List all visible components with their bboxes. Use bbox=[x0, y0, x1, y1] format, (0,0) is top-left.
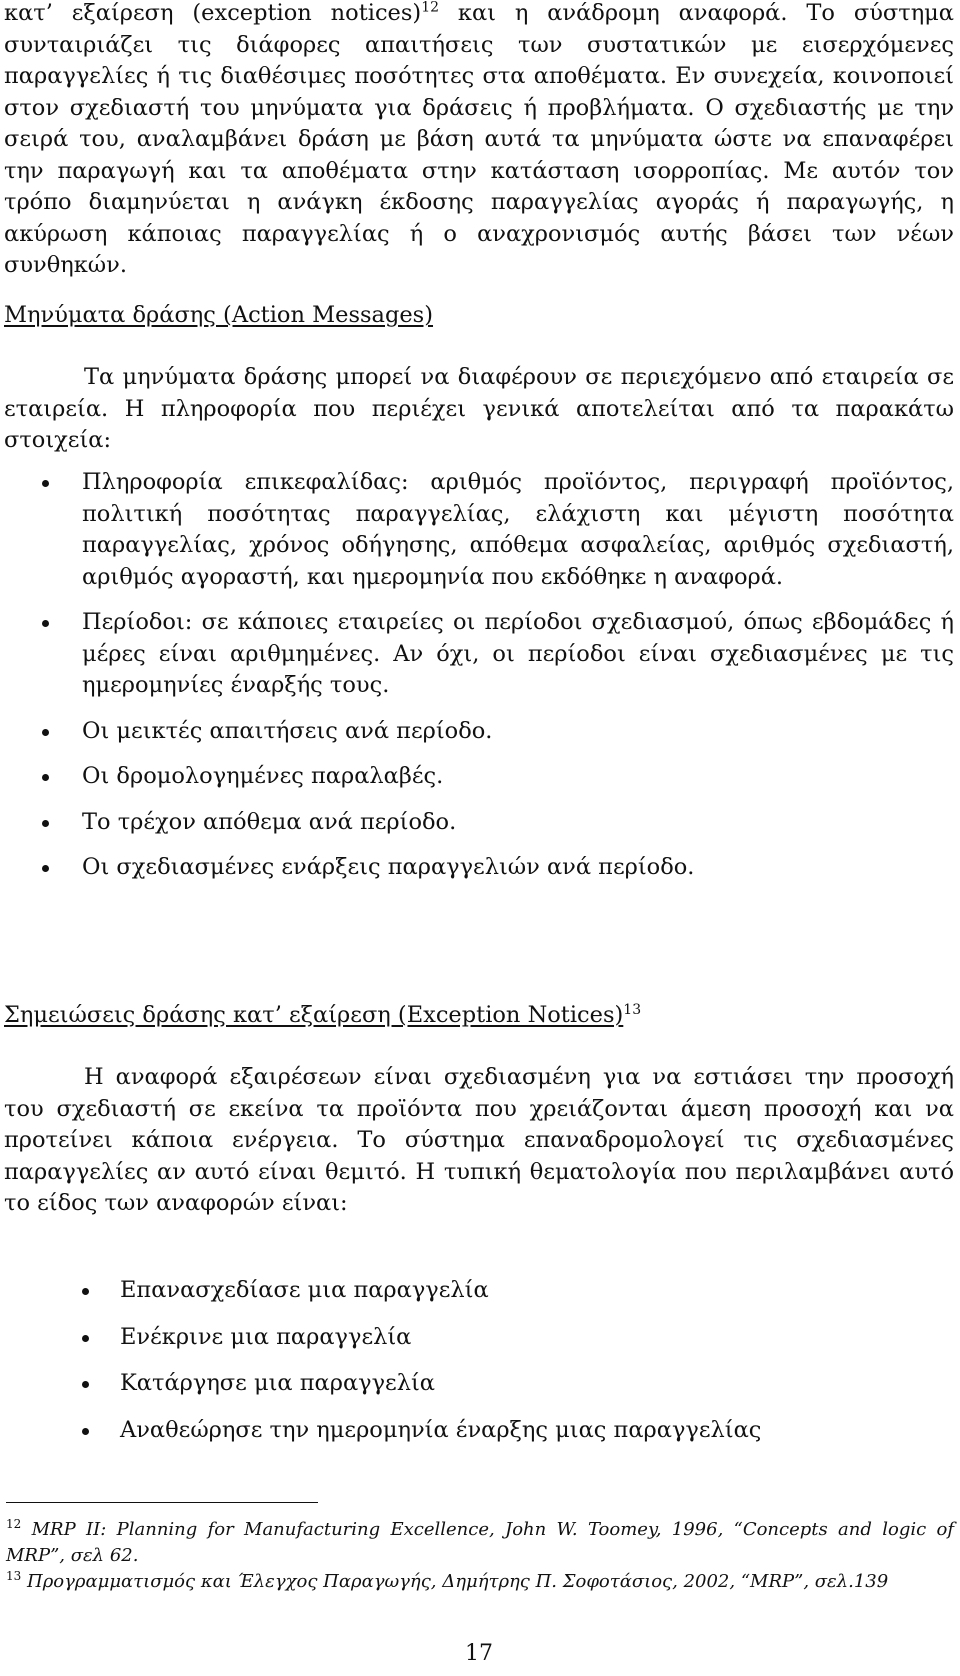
list-item-text: Περίοδοι: σε κάποιες εταιρείες οι περίοδοι σχεδιασμού, όπως εβδομάδες ή μέρες είναι αριθμημένες. Αν όχι, οι περίοδοι είναι σχεδιασμένες με τις ημερομηνίες έναρξής τους. bbox=[82, 609, 954, 698]
bullet-icon bbox=[82, 1381, 89, 1388]
footnote-12 bbox=[6, 1517, 954, 1569]
exception-notices-paragraph: Η αναφορά εξαιρέσεων είναι σχεδιασμένη για να εστιάσει την προσοχή του σχεδιαστή σε εκείνα τα προϊόντα που χρειάζονται άμεση προσοχή και να προτείνει κάποια ενέργεια. Το σύστημα επαναδρομολογεί τις σχεδιασμένες παραγγελίες αν αυτό είναι θεμιτό. Η τυπική θεματολογία που περιλαμβάνει αυτό το είδος των αναφορών είναι: bbox=[4, 1064, 954, 1216]
list-item-text: Κατάργησε μια παραγγελία bbox=[120, 1370, 435, 1396]
list-item bbox=[4, 852, 954, 884]
list-item-text: Οι δρομολογημένες παραλαβές. bbox=[82, 763, 444, 789]
action-messages-paragraph: Τα μηνύματα δράσης μπορεί να διαφέρουν σε περιεχόμενο από εταιρεία σε εταιρεία. Η πληροφορία που περιέχει γενικά αποτελείται από τα παρακάτω στοιχεία: bbox=[4, 364, 954, 453]
footnote-text: MRP II: Planning for Manufacturing Excellence, John W. Toomey, 1996, “Concepts and logic of MRP”, σελ 62. bbox=[6, 1519, 954, 1566]
footnote-number: 13 bbox=[6, 1569, 22, 1583]
list-item-text: Ενέκρινε μια παραγγελία bbox=[120, 1323, 412, 1350]
list-item-text: Επανασχεδίασε μια παραγγελία bbox=[120, 1277, 489, 1303]
bullet-icon bbox=[82, 1288, 89, 1295]
intro-paragraph bbox=[4, 0, 954, 282]
document-page bbox=[4, 0, 954, 1676]
list-item-text: Αναθεώρησε την ημερομηνία έναρξης μιας παραγγελίας bbox=[120, 1416, 762, 1443]
bullet-icon bbox=[42, 865, 49, 872]
bullet-icon bbox=[42, 774, 49, 781]
footnote-number: 12 bbox=[6, 1517, 22, 1531]
list-item bbox=[4, 1415, 954, 1447]
bullet-icon bbox=[82, 1428, 89, 1435]
page-number: 17 bbox=[465, 1641, 493, 1666]
list-item bbox=[4, 1322, 954, 1354]
footnote-ref-12[interactable]: 12 bbox=[421, 0, 440, 16]
list-item bbox=[4, 607, 954, 702]
list-item bbox=[4, 807, 954, 839]
list-item-text: Το τρέχον απόθεμα ανά περίοδο. bbox=[82, 808, 457, 835]
footnote-13 bbox=[6, 1569, 954, 1595]
list-item bbox=[4, 1275, 954, 1307]
bullet-icon bbox=[42, 480, 49, 487]
section-heading-exception-notices: Σημειώσεις δράσης κατ’ εξαίρεση (Exception Notices)$^{13}$ bbox=[4, 1001, 642, 1028]
bullet-icon bbox=[42, 729, 49, 736]
list-item bbox=[4, 467, 954, 593]
list-item-text: Οι μεικτές απαιτήσεις ανά περίοδο. bbox=[82, 717, 493, 744]
list-item bbox=[4, 1368, 954, 1400]
footnote-text: Προγραμματισμός και Έλεγχος Παραγωγής, Δημήτρης Π. Σοφοτάσιος, 2002, “MRP”, σελ.139 bbox=[27, 1571, 889, 1592]
intro-text-rest: και η ανάδρομη αναφορά. Το σύστημα συνταιριάζει τις διάφορες απαιτήσεις των συστατικών με εισερχόμενες παραγγελίες ή τις διαθέσιμες ποσότητες στα αποθέματα. Εν συνεχεία, κοινοποιεί στον σχεδιαστή του μηνύματα για δράσεις ή προβλήματα. Ο σχεδιαστής με την σειρά του, αναλαμβάνει δράση με βάση αυτά τα μηνύματα ώστε να επαναφέρει την παραγωγή και τα αποθέματα στην κατάσταση ισορροπίας. Με αυτόν τον τρόπο διαμηνύεται η ανάγκη έκδοσης παραγγελίας αγοράς ή παραγωγής, η ακύρωση κάποιας παραγγελίας ή ο αναχρονισμός αυτής βάσει των νέων συνθηκών. bbox=[4, 0, 954, 278]
footnote-divider bbox=[6, 1502, 318, 1503]
section-heading-action-messages: Μηνύματα δράσης (Action Messages) bbox=[4, 302, 434, 328]
bullet-icon bbox=[42, 820, 49, 827]
bullet-icon bbox=[42, 620, 49, 627]
list-item bbox=[4, 716, 954, 748]
section-heading-text: Σημειώσεις δράσης κατ’ εξαίρεση (Exception Notices) bbox=[4, 1002, 624, 1028]
list-item-text: Πληροφορία επικεφαλίδας: αριθμός προϊόντος, περιγραφή προϊόντος, πολιτική ποσότητας παραγγελίας, ελάχιστη και μέγιστη ποσότητα παραγγελίας, χρόνος οδήγησης, απόθεμα ασφαλείας, αριθμός σχεδιαστή, αριθμός αγοραστή, και ημερομηνία που εκδόθηκε η αναφορά. bbox=[82, 469, 954, 590]
action-messages-list bbox=[4, 467, 954, 898]
intro-text-start: κατ’ εξαίρεση (exception notices) bbox=[4, 0, 422, 26]
list-item-text: Οι σχεδιασμένες ενάρξεις παραγγελιών ανά περίοδο. bbox=[82, 854, 695, 880]
bullet-icon bbox=[82, 1335, 89, 1342]
list-item bbox=[4, 761, 954, 793]
exception-notices-list bbox=[4, 1275, 954, 1461]
